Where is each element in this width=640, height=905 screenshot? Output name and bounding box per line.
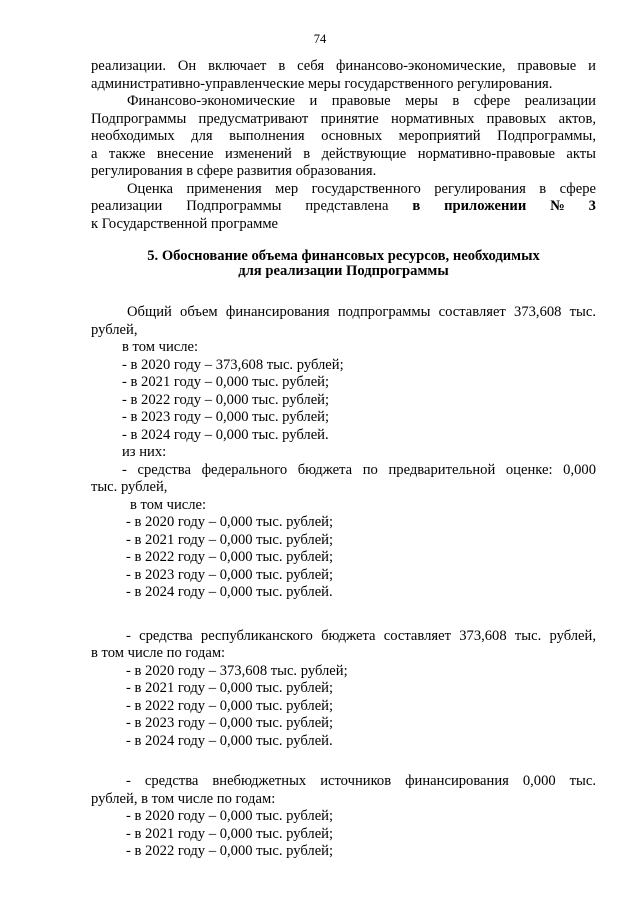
- para-line: Финансово-экономические и правовые меры в сфере реализации: [127, 93, 596, 109]
- total-line: рублей,: [91, 321, 138, 338]
- para-line: необходимых для выполнения основных мероприятий Подпрограммы,: [91, 128, 596, 144]
- word-bold: №: [550, 198, 565, 214]
- extra-line: - средства внебюджетных источников финансирования 0,000 тыс.: [126, 773, 596, 789]
- including-label: в том числе:: [130, 496, 207, 513]
- federal-line: - средства федерального бюджета по предварительной оценке: 0,000: [122, 461, 596, 478]
- year-line: - в 2023 году – 0,000 тыс. рублей;: [126, 715, 334, 731]
- total-line: Общий объем финансирования подпрограммы составляет 373,608 тыс.: [127, 304, 596, 320]
- section-title-line: для реализации Подпрограммы: [238, 263, 449, 279]
- word: представлена: [305, 198, 389, 214]
- year-line: - в 2021 году – 0,000 тыс. рублей;: [126, 825, 334, 842]
- year-line: - в 2024 году – 0,000 тыс. рублей.: [122, 426, 329, 443]
- year-line: - в 2021 году – 0,000 тыс. рублей;: [122, 374, 330, 390]
- extra-line: рублей, в том числе по годам:: [91, 790, 276, 807]
- intro-line: реализации. Он включает в себя финансово-экономические, правовые и: [91, 58, 596, 74]
- para-line: Оценка применения мер государственного регулирования в сфере: [127, 180, 596, 197]
- para-line: регулирования в сфере развития образования.: [91, 163, 377, 179]
- year-line: - в 2023 году – 0,000 тыс. рублей;: [122, 409, 330, 425]
- year-line: - в 2021 году – 0,000 тыс. рублей;: [126, 680, 334, 696]
- word: реализации: [91, 198, 163, 214]
- word-bold: приложении: [444, 198, 527, 214]
- of-them-label: из них:: [122, 444, 167, 460]
- year-line: - в 2022 году – 0,000 тыс. рублей;: [126, 697, 334, 714]
- year-line: - в 2020 году – 0,000 тыс. рублей;: [126, 808, 334, 824]
- page-content: [91, 58, 596, 861]
- section-title-line: 5. Обоснование объема финансовых ресурсов, необходимых: [147, 248, 540, 264]
- year-line: - в 2021 году – 0,000 тыс. рублей;: [126, 531, 334, 548]
- section-heading: [91, 249, 596, 279]
- republic-line: - средства республиканского бюджета составляет 373,608 тыс. рублей,: [126, 627, 596, 644]
- year-line: - в 2020 году – 373,608 тыс. рублей;: [122, 356, 344, 373]
- para-line: к Государственной программе: [91, 215, 279, 232]
- word-bold: в: [412, 198, 421, 214]
- year-line: - в 2022 году – 0,000 тыс. рублей;: [122, 391, 330, 408]
- para-line: а также внесение изменений в действующие нормативно-правовые акты: [91, 145, 596, 162]
- para-line-spread: [91, 198, 596, 216]
- republic-line: в том числе по годам:: [91, 645, 226, 661]
- word: Подпрограммы: [186, 198, 282, 214]
- year-line: - в 2020 году – 373,608 тыс. рублей;: [126, 662, 348, 679]
- year-line: - в 2023 году – 0,000 тыс. рублей;: [126, 566, 334, 583]
- including-label: в том числе:: [122, 339, 199, 355]
- page-number: 74: [313, 32, 327, 46]
- year-line: - в 2020 году – 0,000 тыс. рублей;: [126, 514, 334, 530]
- intro-line: административно-управленческие меры государственного регулирования.: [91, 75, 553, 92]
- federal-line: тыс. рублей,: [91, 479, 168, 495]
- year-line: - в 2022 году – 0,000 тыс. рублей;: [126, 549, 334, 565]
- year-line: - в 2024 году – 0,000 тыс. рублей.: [126, 584, 333, 600]
- year-line: - в 2022 году – 0,000 тыс. рублей;: [126, 843, 334, 859]
- para-line: Подпрограммы предусматривают принятие нормативных правовых актов,: [91, 110, 596, 127]
- word-bold: 3: [588, 198, 596, 214]
- year-line: - в 2024 году – 0,000 тыс. рублей.: [126, 732, 333, 749]
